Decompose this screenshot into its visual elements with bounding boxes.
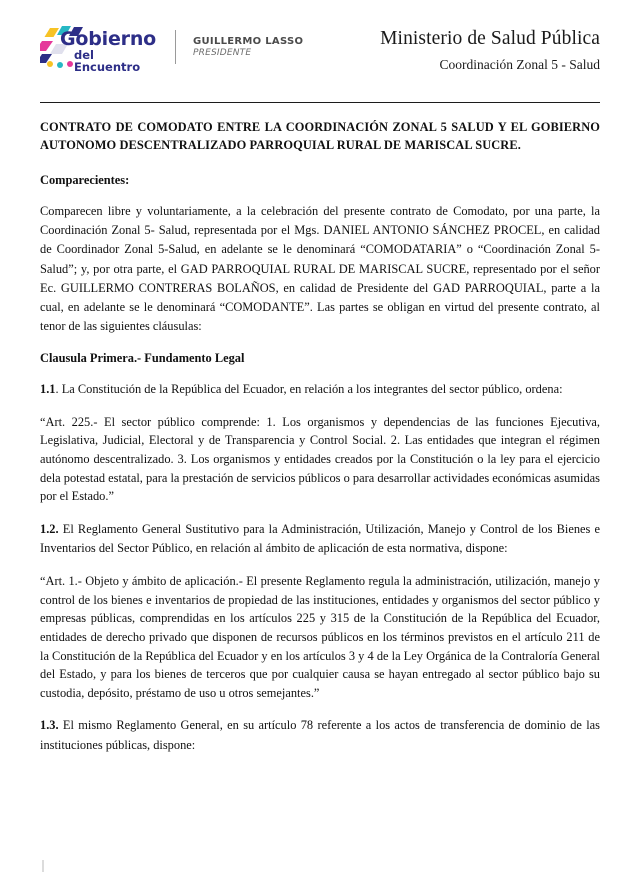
clause-first-heading: Clausula Primera.- Fundamento Legal [40,350,245,365]
quote-art-225: “Art. 225.- El sector público comprende: 1. Los organismos y dependencias de las funciones Ejecutiva, Legislativa, Judicial, Electoral y de Transparencia y Control Social. 2. Las entidades que integran el régimen autónomo descentralizado. 3. Los organismos y entidades creados por la Constitución o la ley para el ejercicio dela potestad estatal, para la prestación de servicios públicos o para desarrollar actividades económicas asumidas por el Estado.” [40,414,600,504]
item-1-3-number: 1.3. [40,718,59,733]
page-footer-mark [42,860,44,872]
item-1-3 [40,716,600,754]
ministry-title: Ministerio de Salud Pública [380,28,600,49]
header-divider [40,102,600,103]
item-1-1-text: . La Constitución de la República del Ecuador, en relación a los integrantes del sector público, ordena: [55,381,563,396]
item-1-1-number: 1.1 [40,381,56,396]
government-logo [40,18,304,74]
contract-title: CONTRATO DE COMODATO ENTRE LA COORDINACIÓN ZONAL 5 SALUD Y EL GOBIERNO AUTONOMO DESCENTRALIZADO PARROQUIAL RURAL DE MARISCAL SUCRE. [40,120,600,152]
item-1-2 [40,520,600,558]
document-header [40,18,600,96]
ministry-heading [303,18,600,73]
item-1-3-text: El mismo Reglamento General, en su artículo 78 referente a los actos de transferencia de dominio de las instituciones públicas, dispone: [40,718,600,752]
president-title: PRESIDENTE [193,47,252,58]
section-comparecientes: Comparecientes: [40,172,130,187]
logo-divider [175,30,176,64]
item-1-1 [40,380,600,399]
gobierno-del-encuentro-logomark [40,24,158,74]
quote-art-1: “Art. 1.- Objeto y ámbito de aplicación.- El presente Reglamento regula la administración, utilización, manejo y control de los bienes e inventarios de propiedad de las instituciones, entidades y organismos del sector público y empresas públicas, comprendidas en los artículos 225 y 315 de la Constitución de la República del Ecuador, entidades de derecho privado que disponen de recursos públicos en los términos previstos en el artículo 211 de la Constitución de la República del Ecuador y en los artículos 3 y 4 de la Ley Orgánica de la Contraloría General del Estado, y para los bienes de terceros que por cualquier causa se hayan entregado al sector público bajo su custodia, depósito, préstamo de uso u otros semejantes.” [40,574,600,700]
president-name: GUILLERMO LASSO [193,36,304,48]
paragraph-comparecen: Comparecen libre y voluntariamente, a la celebración del presente contrato de Comodato, por una parte, la Coordinación Zonal 5- Salud, representada por el Mgs. DANIEL ANTONIO SÁNCHEZ PROCEL, en calidad de Coordinador Zonal 5-Salud, en adelante se le denominará “COMODATARIA” o “Coordinación Zonal 5- Salud”; y, por otra parte, el GAD PARROQUIAL RURAL DE MARISCAL SUCRE, representado por el señor Ec. GUILLERMO CONTRERAS BOLAÑOS, en calidad de Presidente del GAD PARROQUIAL, parte a la cual, en adelante se le denominará “COMODANTE”. Las partes se obligan en virtud del presente contrato, al tenor de las siguientes cláusulas: [40,203,600,334]
item-1-2-text: El Reglamento General Sustitutivo para la Administración, Utilización, Manejo y Control de los Bienes e Inventarios del Sector Público, en relación al ámbito de aplicación de esta normativa, dispone: [40,521,600,555]
ministry-subtitle: Coordinación Zonal 5 - Salud [439,57,600,72]
logo-line-1: Gobierno [60,28,156,50]
president-block [193,36,303,57]
logo-line-2: del Encuentro [74,48,141,74]
item-1-2-number: 1.2. [40,521,59,536]
